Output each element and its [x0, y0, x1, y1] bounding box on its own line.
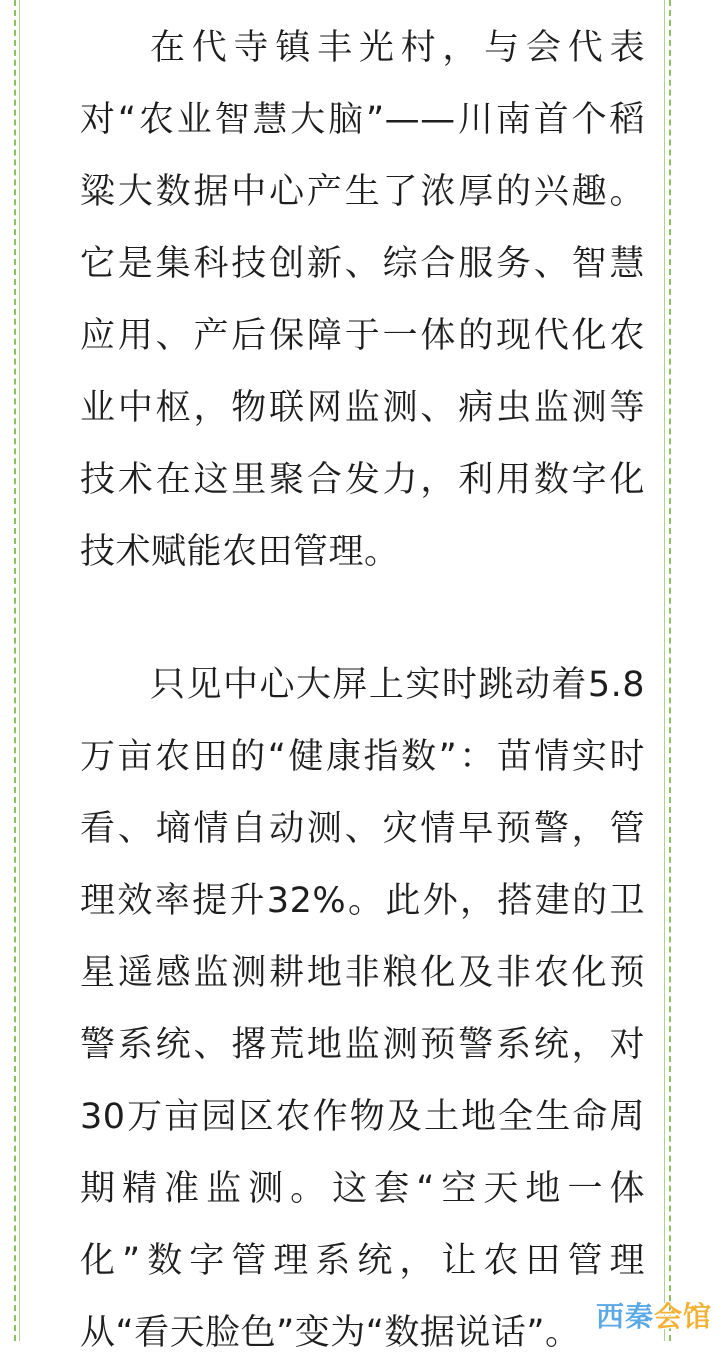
- watermark-text-1: 西秦: [595, 1300, 654, 1333]
- watermark-text-2: 会馆: [653, 1300, 712, 1333]
- left-border-line: [19, 0, 20, 1341]
- right-border-dashed: [669, 0, 671, 1341]
- right-border-line: [664, 0, 665, 1341]
- watermark-logo: [596, 1295, 712, 1335]
- paragraph-2: 只见中心大屏上实时跳动着5.8万亩农田的“健康指数”：苗情实时看、墒情自动测、灾情早预警，管理效率提升32%。此外，搭建的卫星遥感监测耕地非粮化及非农化预警系统、撂荒地监测预警系统，对30万亩园区农作物及土地全生命周期精准监测。这套“空天地一体化”数字管理系统，让农田管理从“看天脸色”变为“数据说话”。: [80, 665, 645, 1353]
- paragraph-1: 在代寺镇丰光村，与会代表对“农业智慧大脑”——川南首个稻粱大数据中心产生了浓厚的兴趣。它是集科技创新、综合服务、智慧应用、产后保障于一体的现代化农业中枢，物联网监测、病虫监测等技术在这里聚合发力，利用数字化技术赋能农田管理。: [80, 28, 645, 572]
- article-body: [80, 12, 645, 1369]
- left-border-dashed: [14, 0, 16, 1341]
